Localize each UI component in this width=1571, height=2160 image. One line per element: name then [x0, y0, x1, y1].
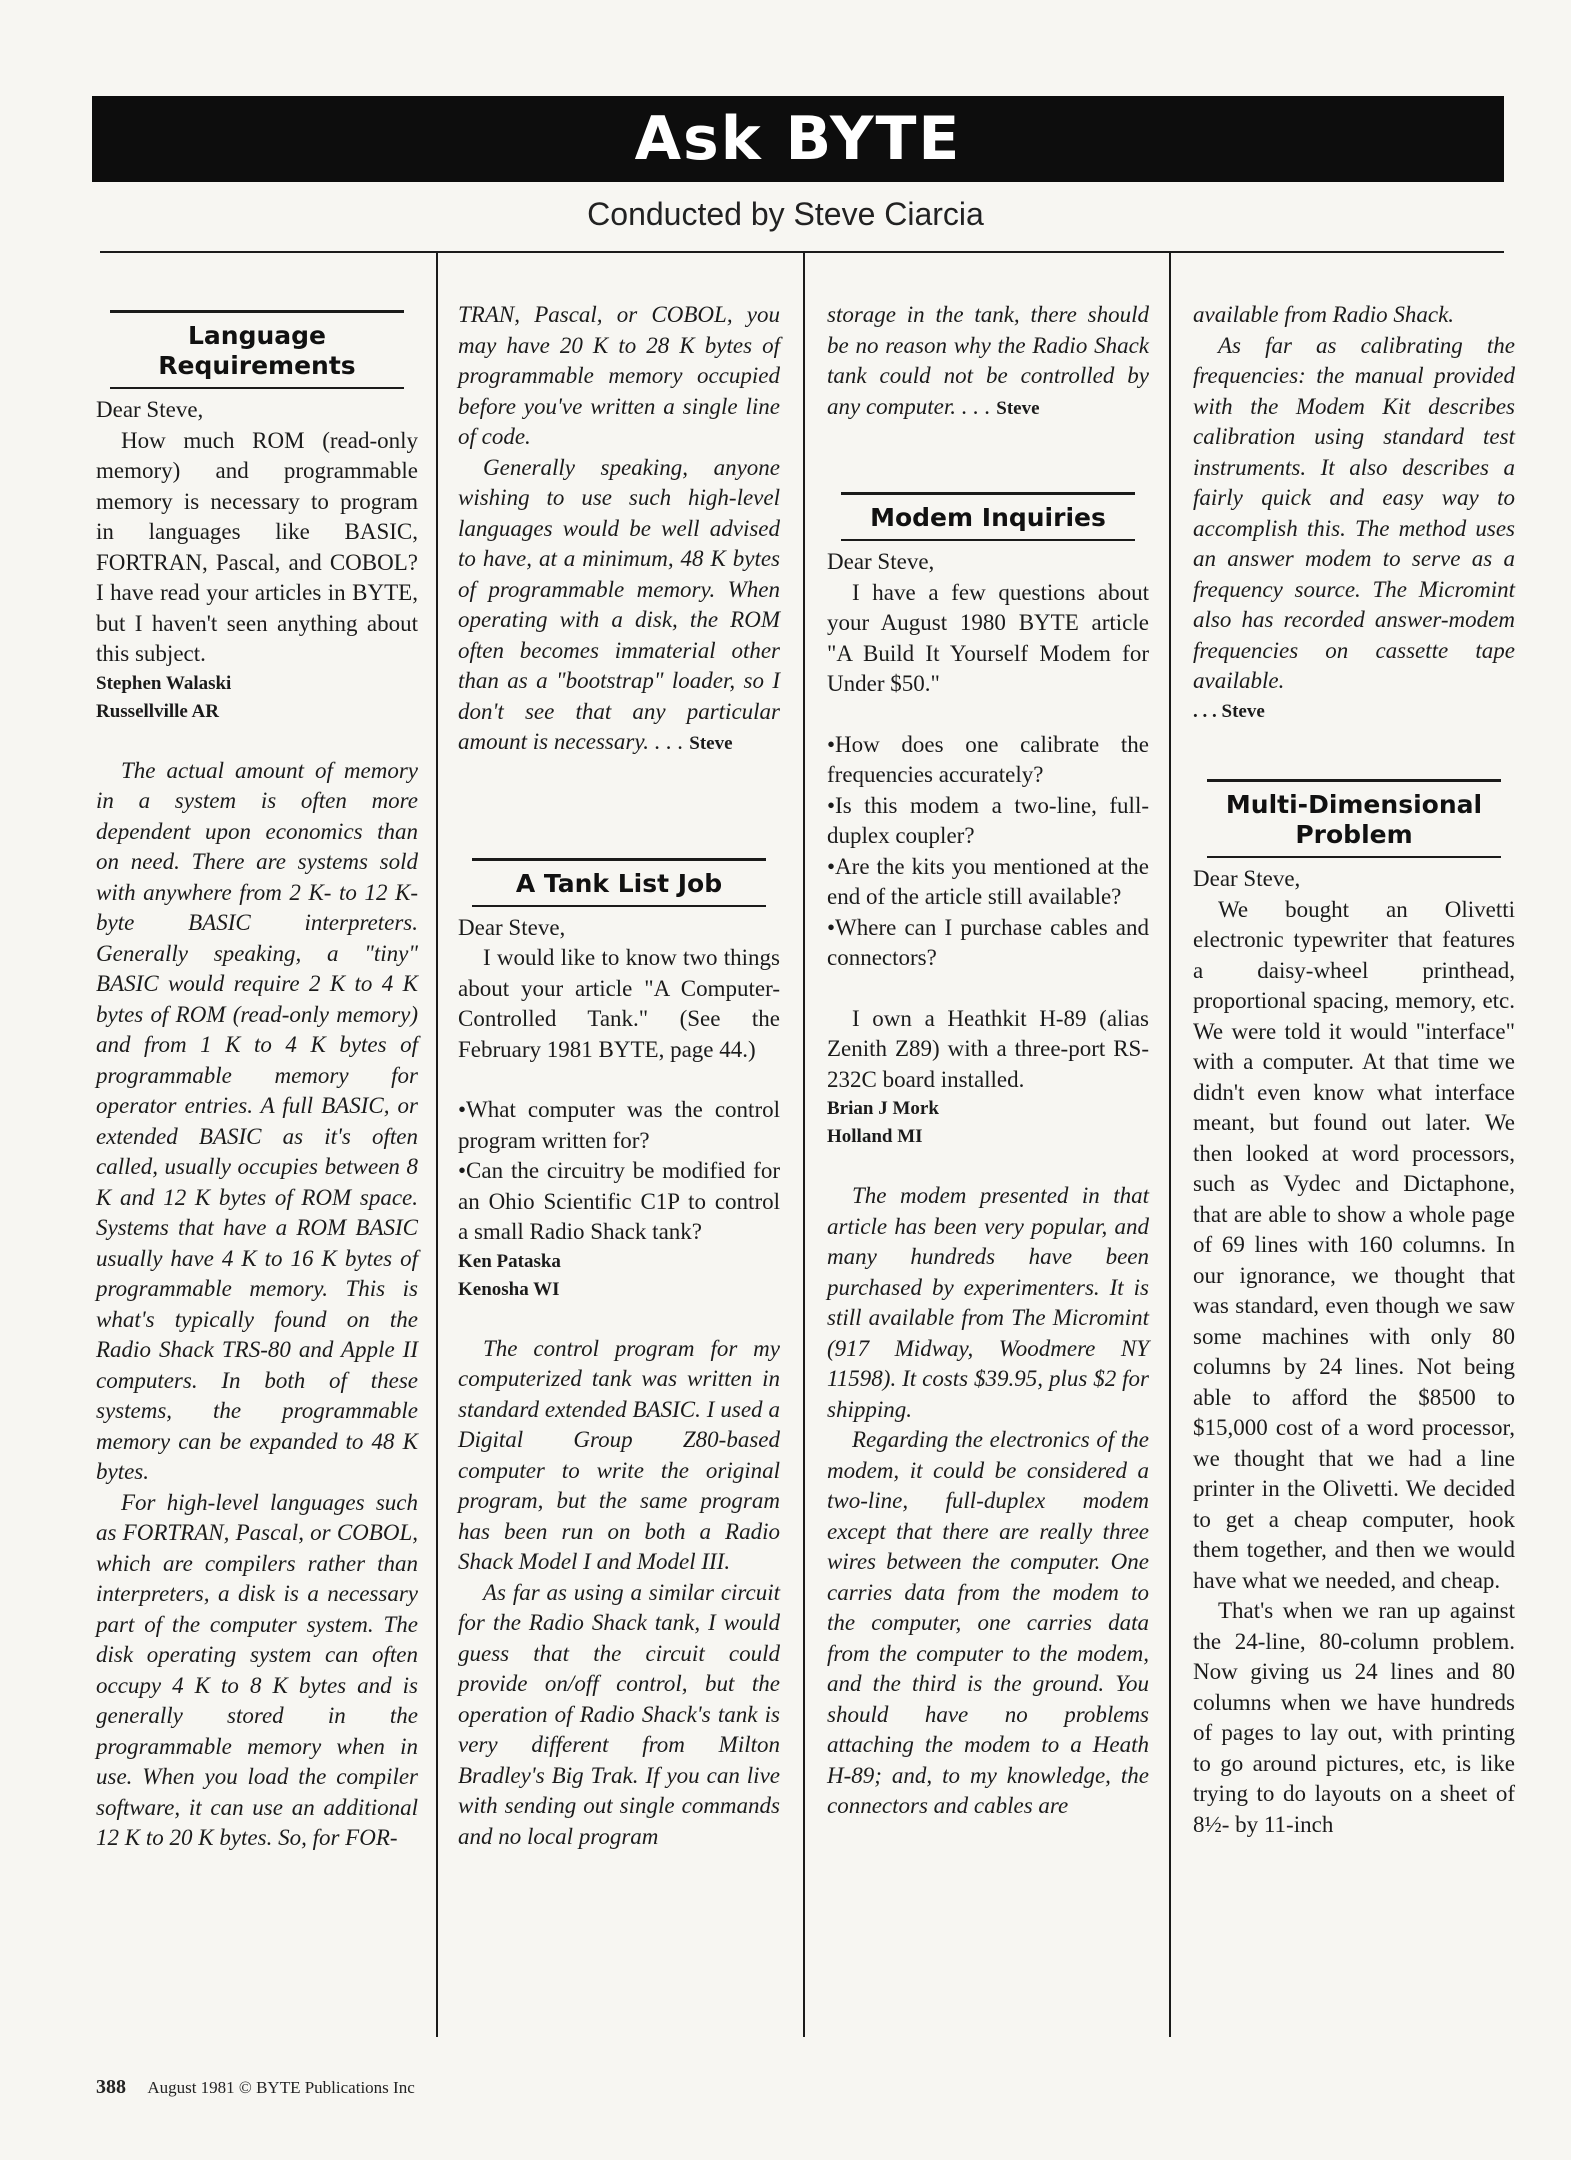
answer-text: As far as calibrating the frequencies: the manual provided with the Modem Kit describes calibration using standard test instruments. It also describes a fairly quick and easy way to accomplish this. The method uses an answer modem to serve as a frequency source. The Micromint also has recorded answer-modem frequencies on cassette tape available. — [1193, 332, 1515, 693]
answer-signature: Steve — [689, 733, 733, 754]
section-heading-language: Language Requirements — [110, 310, 404, 389]
section-heading-modem: Modem Inquiries — [841, 492, 1135, 541]
letter-text: That's when we ran up against the 24-line, 80-column problem. Now giving us 24 lines and 80 columns when we have hundreds of pages to lay out, with printing to go around pictures, etc, is like trying to do layouts on a sheet of 8½- by 11-inch — [1193, 1598, 1515, 1837]
salutation: Dear Steve, — [1193, 866, 1301, 891]
section-heading-tank: A Tank List Job — [472, 858, 766, 907]
bullet-question: •What computer was the control program written for? — [458, 1097, 780, 1153]
page-number: 388 — [96, 2076, 126, 2098]
page-footer — [96, 2076, 415, 2099]
answer-continued: storage in the tank, there should be no reason why the Radio Shack tank could not be controlled by any computer. . . . — [827, 302, 1149, 419]
signature-name: Brian J Mork — [827, 1098, 939, 1119]
column-divider — [436, 253, 438, 2037]
section-heading-multidimensional: Multi-Dimensional Problem — [1207, 779, 1501, 858]
answer-text: Regarding the electronics of the modem, it could be considered a two-line, full-duplex modem except that there are really three wires between the computer. One carries data from the modem to the computer, one carries data from the computer to the modem, and the third is the ground. You should have no problems attaching the modem to a Heath H-89; and, to my knowledge, the connectors and cables are — [827, 1427, 1149, 1818]
footer-credit: August 1981 © BYTE Publications Inc — [147, 2078, 415, 2097]
answer-text: The modem presented in that article has been very popular, and many hundreds have been purchased by experimenters. It is still available from The Micromint (917 Midway, Woodmere NY 11598). It costs $39.95, plus $2 for shipping. — [827, 1183, 1149, 1422]
salutation: Dear Steve, — [458, 914, 566, 940]
answer-continued: available from Radio Shack. — [1193, 302, 1455, 327]
column-divider — [803, 253, 805, 2037]
bullet-question: •Is this modem a two-line, full-duplex coupler? — [827, 792, 1149, 848]
answer-text: For high-level languages such as FORTRAN, Pascal, or COBOL, which are compilers rather than interpreters, a disk is a necessary part of the computer system. The disk operating system can often occupy 4 K to 8 K bytes and is generally stored in the programmable memory when in use. When you load the compiler software, it can use an additional 12 K to 20 K bytes. So, for FOR- — [96, 1489, 418, 1850]
answer-signature: Steve — [996, 397, 1040, 419]
letter-text: I have a few questions about your August 1980 BYTE article "A Build It Yourself Modem for Under $50." — [827, 579, 1149, 696]
answer-text: The actual amount of memory in a system is often more dependent upon economics than on need. There are systems sold with anywhere from 2 K- to 12 K-byte BASIC interpreters. Generally speaking, a "tiny" BASIC would require 2 K to 4 K bytes of ROM (read-only memory) and from 1 K to 4 K bytes of programmable memory for operator entries. A full BASIC, or extended BASIC as it's often called, usually occupies between 8 K and 12 K bytes of ROM space. Systems that have a ROM BASIC usually have 4 K to 16 K bytes of programmable memory. This is what's typically found on the Radio Shack TRS-80 and Apple II computers. In both of these systems, the programmable memory can be expanded to 48 K bytes. — [96, 757, 418, 1484]
letter-text: I own a Heathkit H-89 (alias Zenith Z89) with a three-port RS-232C board installed. — [827, 1005, 1149, 1092]
column-2 — [458, 300, 780, 1852]
salutation: Dear Steve, — [827, 549, 935, 574]
bullet-question: •Are the kits you mentioned at the end of the article still available? — [827, 853, 1149, 909]
signature-name: Ken Pataska — [458, 1250, 561, 1272]
signature-place: Russellville AR — [96, 700, 219, 722]
salutation: Dear Steve, — [96, 397, 204, 422]
column-divider — [1169, 253, 1171, 2037]
signature-place: Kenosha WI — [458, 1278, 560, 1300]
bullet-question: •Can the circuitry be modified for an Ohio Scientific C1P to control a small Radio Shack tank? — [458, 1158, 780, 1244]
answer-text: Generally speaking, anyone wishing to use such high-level languages would be well advised to have, at a minimum, 48 K bytes of programmable memory. When operating with a disk, the ROM often becomes immaterial other than as a "bootstrap" loader, so I don't see that any particular amount is necessary. . . . — [458, 454, 780, 754]
bullet-question: •How does one calibrate the frequencies accurately? — [827, 731, 1149, 787]
page-banner-title: Ask BYTE — [92, 96, 1504, 182]
letter-text: We bought an Olivetti electronic typewriter that features a daisy-wheel printhead, proportional spacing, memory, etc. We were told it would "interface" with a computer. At that time we didn't even know what interface meant, but found out later. We then looked at word processors, such as Vydec and Dictaphone, that are able to show a whole page of 69 lines with 160 columns. In our ignorance, we thought that was standard, even though we saw some machines with only 80 columns by 24 lines. Not being able to afford the $8500 to $15,000 cost of a word processor, we thought that we had a line printer in the Olivetti. We decided to get a cheap computer, hook them together, and then we would have what we needed, and cheap. — [1193, 896, 1515, 1593]
column-1 — [96, 300, 418, 1854]
column-3 — [827, 300, 1149, 1822]
byline: Conducted by Steve Ciarcia — [587, 196, 984, 232]
answer-text: The control program for my computerized tank was written in standard extended BASIC. I used a Digital Group Z80-based computer to write the original program, but the same program has been run on both a Radio Shack Model I and Model III. — [458, 1335, 780, 1574]
answer-text: As far as using a similar circuit for the Radio Shack tank, I would guess that the circuit could provide on/off control, but the operation of Radio Shack's tank is very different from Milton Bradley's Big Trak. If you can live with sending out single commands and no local program — [458, 1579, 780, 1849]
letter-text: How much ROM (read-only memory) and programmable memory is necessary to program in languages like BASIC, FORTRAN, Pascal, and COBOL? I have read your articles in BYTE, but I haven't seen anything about this subject. — [96, 427, 418, 666]
signature-name: Stephen Walaski — [96, 672, 232, 694]
top-rule — [100, 251, 1504, 253]
answer-continued: TRAN, Pascal, or COBOL, you may have 20 K to 28 K bytes of programmable memory occupied before you've written a single line of code. — [458, 302, 780, 449]
column-4 — [1193, 300, 1515, 1840]
signature-place: Holland MI — [827, 1126, 923, 1147]
letter-text: I would like to know two things about your article "A Computer-Controlled Tank." (See the February 1981 BYTE, page 44.) — [458, 945, 780, 1062]
bullet-question: •Where can I purchase cables and connectors? — [827, 914, 1149, 970]
answer-signature: . . . Steve — [1193, 700, 1265, 722]
